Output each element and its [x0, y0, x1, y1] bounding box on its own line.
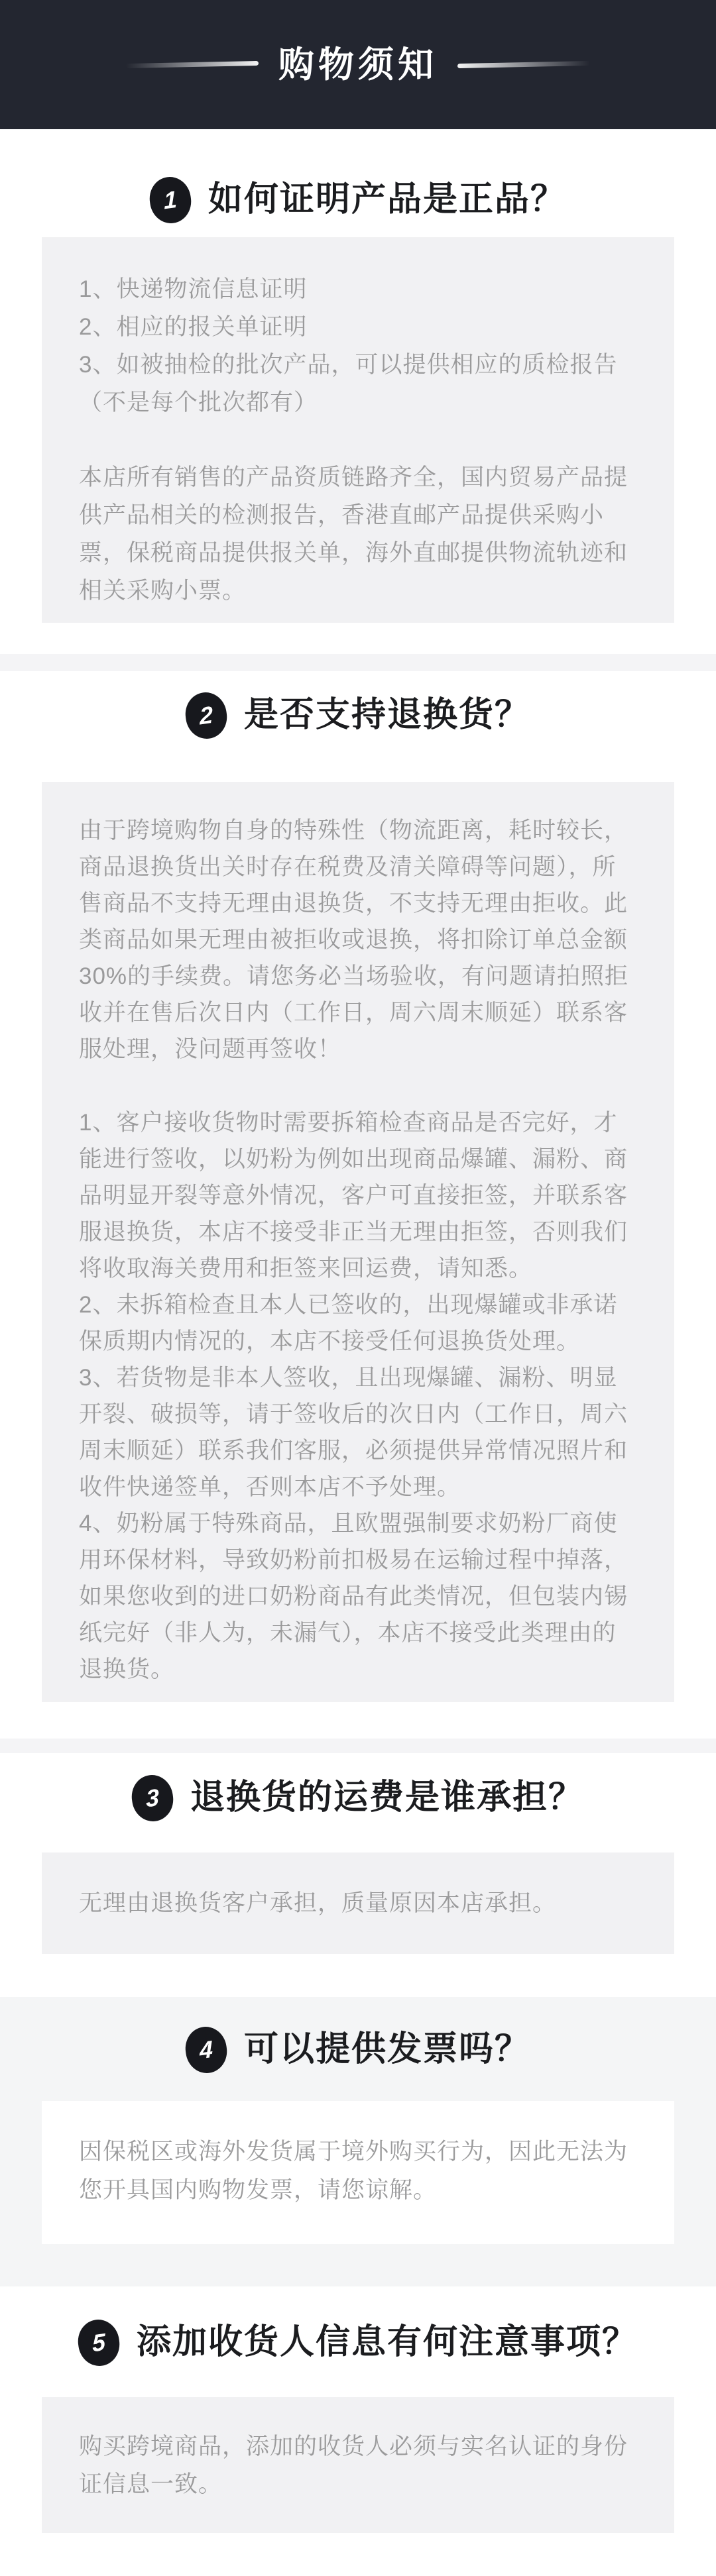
section-1-heading [0, 168, 716, 232]
number-3-badge [129, 1772, 176, 1824]
section-2-title: 是否支持退换货？ [243, 696, 530, 735]
section-3-heading [0, 1766, 716, 1830]
number-4-badge [182, 2024, 229, 2076]
section-2-heading [0, 684, 716, 747]
returns-policy-item: 1、客户接收货物时需要拆箱检查商品是否完好，才能进行签收，以奶粉为例如出现商品爆罐、漏粉、商品明显开裂等意外情况，客户可直接拒签，并联系客服退换货，本店不接受非正当无理由拒签，否则我们将收取海关费用和拒签来回运费，请知悉。 [79, 1110, 628, 1281]
section-2-panel [42, 782, 674, 1702]
paragraph-gap [79, 421, 637, 458]
section-1-title: 如何证明产品是正品？ [208, 180, 566, 219]
section-3-panel [42, 1852, 674, 1954]
section-5-panel [42, 2397, 674, 2533]
section-4-title: 可以提供发票吗？ [243, 2030, 530, 2069]
badge-number: 4 [199, 2035, 213, 2065]
authenticity-summary-paragraph: 本店所有销售的产品资质链路齐全，国内贸易产品提供产品相关的检测报告，香港直邮产品提供采购小票，保税商品提供报关单，海外直邮提供物流轨迹和相关采购小票。 [79, 464, 628, 604]
shipping-fee-paragraph: 无理由退换货客户承担，质量原因本店承担。 [79, 1890, 557, 1916]
number-5-badge [75, 2317, 122, 2369]
badge-number: 1 [163, 185, 178, 215]
header-decoration-line-left [126, 61, 259, 68]
section-4-panel [42, 2101, 674, 2244]
returns-policy-item: 2、未拆箱检查且本人已签收的，出现爆罐或非承诺保质期内情况的，本店不接受任何退换货处理。 [79, 1292, 618, 1354]
returns-policy-intro: 由于跨境购物自身的特殊性（物流距离，耗时较长，商品退换货出关时存在税费及清关障碍等问题），所售商品不支持无理由退换货，不支持无理由拒收。此类商品如果无理由被拒收或退换，将扣除订单总金额30%的手续费。请您务必当场验收，有问题请拍照拒收并在售后次日内（工作日，周六周末顺延）联系客服处理，没问题再签收！ [79, 818, 629, 1062]
section-3-title: 退换货的运费是谁承担？ [190, 1778, 584, 1817]
badge-number: 2 [199, 700, 213, 730]
badge-number: 5 [91, 2328, 106, 2357]
header-decoration-line-right [457, 61, 590, 68]
section-4-heading [0, 2018, 716, 2082]
authenticity-proof-item: 2、相应的报关单证明 [79, 314, 308, 340]
section-separator-band-1 [0, 654, 716, 671]
authenticity-proof-item: 1、快递物流信息证明 [79, 276, 308, 302]
page-header [0, 0, 716, 129]
number-1-badge [147, 174, 194, 226]
invoice-paragraph: 因保税区或海外发货属于境外购买行为，因此无法为您开具国内购物发票，请您谅解。 [79, 2139, 628, 2203]
section-separator-band-2 [0, 1739, 716, 1753]
badge-number: 3 [145, 1783, 160, 1813]
recipient-info-paragraph: 购买跨境商品，添加的收货人必须与实名认证的身份证信息一致。 [79, 2434, 628, 2497]
paragraph-gap [79, 1067, 637, 1104]
number-2-badge [182, 690, 229, 741]
returns-policy-item: 3、若货物是非本人签收，且出现爆罐、漏粉、明显开裂、破损等，请于签收后的次日内（工作日，周六周末顺延）联系我们客服，必须提供异常情况照片和收件快递签单，否则本店不予处理。 [79, 1365, 628, 1500]
page-title: 购物须知 [278, 44, 438, 85]
section-5-title: 添加收货人信息有何注意事项？ [136, 2323, 638, 2362]
section-5-heading [0, 2311, 716, 2375]
authenticity-proof-item: 3、如被抽检的批次产品，可以提供相应的质检报告（不是每个批次都有） [79, 352, 618, 415]
section-1-panel [42, 237, 674, 623]
returns-policy-item: 4、奶粉属于特殊商品，且欧盟强制要求奶粉厂商使用环保材料，导致奶粉前扣极易在运输过程中掉落，如果您收到的进口奶粉商品有此类情况，但包装内锡纸完好（非人为，未漏气），本店不接受此类理由的退换货。 [79, 1511, 628, 1682]
